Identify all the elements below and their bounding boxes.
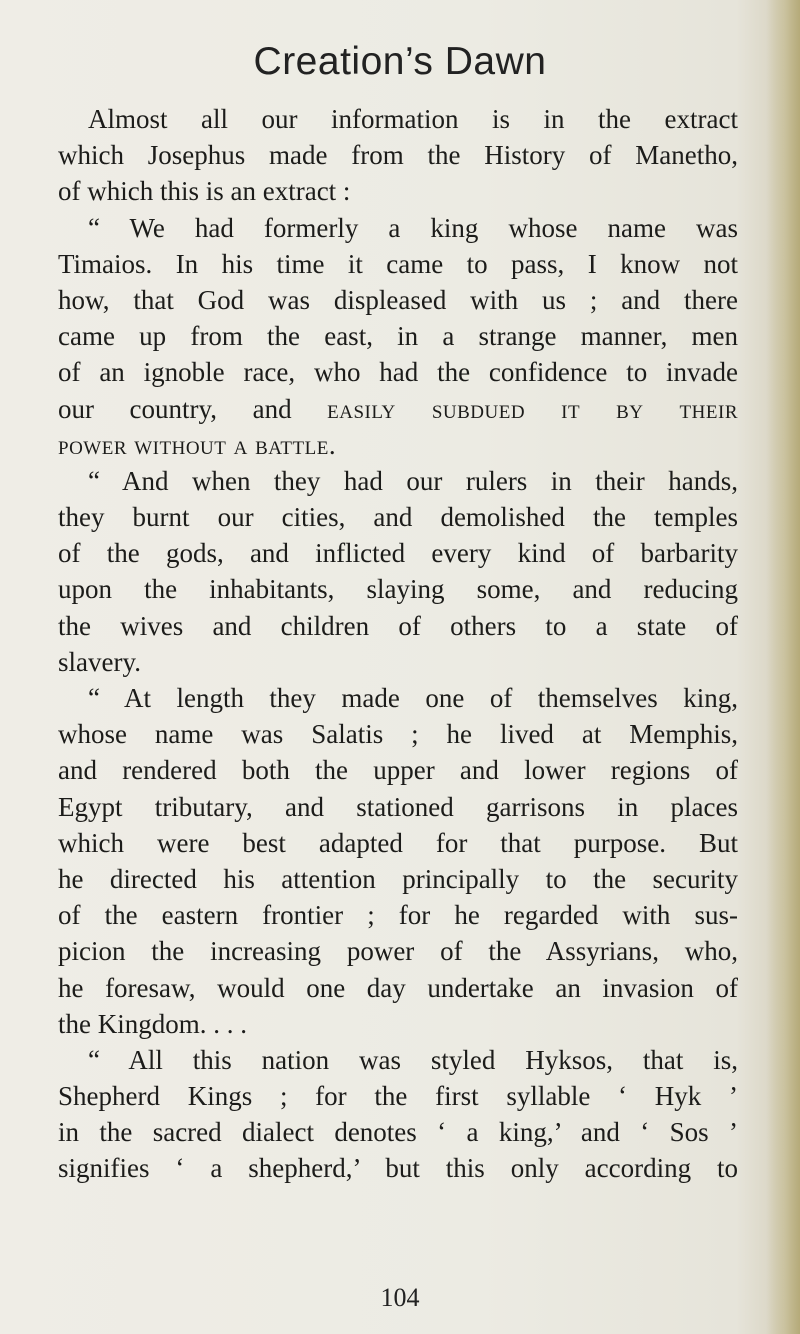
- text-line: which Josephus made from the History of Manetho,: [58, 140, 738, 171]
- text-line: which were best adapted for that purpose. But: [58, 827, 738, 858]
- text-line: Timaios. In his time it came to pass, I know not: [58, 248, 738, 279]
- text-line: the Kingdom. . . .: [58, 1008, 247, 1039]
- text-line: picion the increasing power of the Assyrians, who,: [58, 936, 738, 967]
- text-line: of the gods, and inflicted every kind of barbarity: [58, 538, 738, 569]
- text-line: Shepherd Kings ; for the first syllable ‘ Hyk ’: [58, 1081, 738, 1112]
- text-line: upon the inhabitants, slaying some, and reducing: [58, 574, 738, 605]
- text-line: whose name was Salatis ; he lived at Memphis,: [58, 719, 738, 750]
- text-line: “ All this nation was styled Hyksos, that is,: [88, 1044, 738, 1075]
- text-line: “ We had formerly a king whose name was: [88, 212, 738, 243]
- running-head: Creation’s Dawn: [253, 40, 547, 83]
- text-line: signifies ‘ a shepherd,’ but this only according to: [58, 1153, 738, 1184]
- text-line: Egypt tributary, and stationed garrisons in places: [58, 791, 738, 822]
- text-line: of an ignoble race, who had the confidence to invade: [58, 357, 738, 388]
- text-line: “ And when they had our rulers in their hands,: [88, 465, 738, 496]
- small-caps-phrase: easily subdued it by their: [327, 393, 738, 424]
- text-line: “ At length they made one of themselves king,: [88, 683, 738, 713]
- body-text: [58, 101, 738, 1187]
- text-line: the wives and children of others to a state of: [58, 610, 738, 641]
- text-line: and rendered both the upper and lower regions of: [58, 755, 738, 786]
- text-line: our country, and easily subdued it by their: [58, 393, 738, 424]
- text-line: in the sacred dialect denotes ‘ a king,’ and ‘ Sos ’: [58, 1117, 738, 1148]
- text-line: of the eastern frontier ; for he regarded with sus-: [58, 900, 738, 931]
- text-line: power without a battle.: [58, 429, 337, 460]
- text-line: slavery.: [58, 646, 141, 677]
- text-line: they burnt our cities, and demolished the temples: [58, 502, 738, 533]
- text-line: came up from the east, in a strange manner, men: [58, 321, 738, 352]
- text-line: how, that God was displeased with us ; and there: [58, 284, 738, 315]
- text-line: he directed his attention principally to the security: [58, 863, 738, 894]
- page-edge-shadow: [766, 0, 800, 1334]
- page-number: 104: [380, 1283, 420, 1312]
- text-line: Almost all our information is in the extract: [88, 104, 738, 134]
- text-line: of which this is an extract :: [58, 176, 351, 207]
- text-line: he foresaw, would one day undertake an invasion of: [58, 972, 738, 1003]
